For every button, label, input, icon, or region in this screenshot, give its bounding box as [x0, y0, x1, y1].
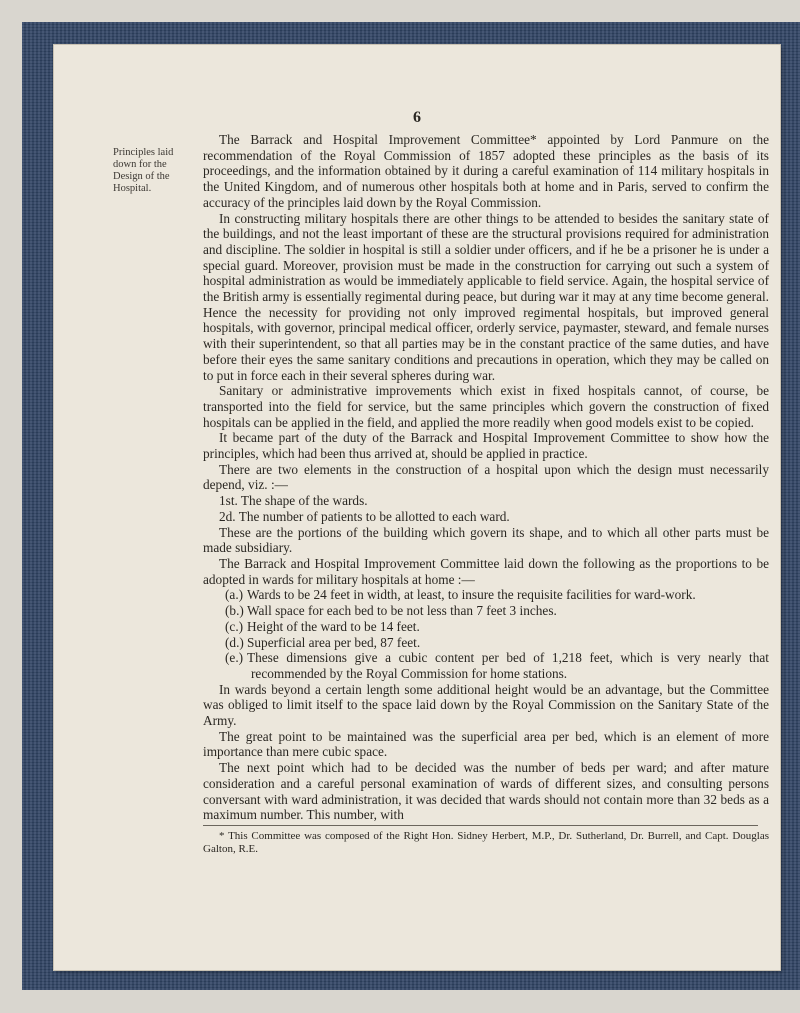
ward-proportion-item: [203, 587, 769, 603]
item-label: (a.): [225, 587, 244, 603]
item-label: (e.): [225, 650, 244, 666]
paragraph: The Barrack and Hospital Improvement Committee laid down the following as the proportions to be adopted in wards for military hospitals at home :—: [203, 555, 769, 587]
paragraph: There are two elements in the construction of a hospital upon which the design must necessarily depend, viz. :—: [203, 461, 769, 493]
footnote-divider: [203, 825, 758, 826]
paragraph: The Barrack and Hospital Improvement Committee* appointed by Lord Panmure on the recommendation of the Royal Commission of 1857 adopted these principles as the basis of its proceedings, and the information obtained by it during a careful examination of 114 military hospitals in the United Kingdom, and of numerous other hospitals both at home and in Paris, served to confirm the accuracy of the principles laid down by the Royal Commission.: [203, 132, 769, 210]
paragraph: In constructing military hospitals there are other things to be attended to besides the sanitary state of the buildings, and not the least important of these are the structural provisions required for administration and discipline. The soldier in hospital is still a soldier under officers, and if he be a prisoner he is under a special guard. Moreover, provision must be made in the construction for carrying out such a system of hospital administration as would be immediately applicable to field service. Again, the hospital service of the British army is essentially regimental during peace, but during war it may at any time become general. Hence the necessity for providing not only improved regimental hospitals, but improved general hospitals, with governor, principal medical officer, orderly service, paymaster, steward, and female nurses with their superintendent, so that all parties may be in the constant practice of the same duties, and have before their eyes the same sanitary conditions and precautions in operation, which they may be called on to put in force each in their several spheres during war.: [203, 210, 769, 383]
ward-proportions-list: [203, 587, 769, 681]
marginal-note-line: Design of the: [113, 171, 170, 182]
item-label: (b.): [225, 603, 244, 619]
marginal-note-line: Principles laid: [113, 147, 174, 158]
marginal-note: [113, 147, 209, 195]
paragraph: It became part of the duty of the Barrack and Hospital Improvement Committee to show how the principles, which had been thus arrived at, should be applied in practice.: [203, 430, 769, 462]
body-text: [203, 132, 769, 856]
paragraph: The next point which had to be decided was the number of beds per ward; and after mature consideration and a careful personal examination of wards of different sizes, and consulting persons conversant with ward administration, it was decided that wards should not contain more than 32 beds as a maximum number. This number, with: [203, 760, 769, 823]
footnote: * This Committee was composed of the Right Hon. Sidney Herbert, M.P., Dr. Sutherland, Dr. Burrell, and Capt. Douglas Galton, R.E.: [203, 829, 769, 855]
item-text: Wards to be 24 feet in width, at least, to insure the requisite facilities for ward-work.: [247, 587, 696, 603]
ward-proportion-item: [203, 619, 769, 635]
paragraph: Sanitary or administrative improvements which exist in fixed hospitals cannot, of course, be transported into the field for service, but the same principles which govern the construction of fixed hospitals can be applied in the field, and applied the more readily when good models exist to be copied.: [203, 383, 769, 430]
page-number: 6: [413, 109, 421, 126]
item-label: (c.): [225, 618, 244, 634]
marginal-note-line: Hospital.: [113, 183, 152, 194]
design-element-item: 1st. The shape of the wards.: [219, 493, 368, 509]
item-text: Wall space for each bed to be not less than 7 feet 3 inches.: [247, 603, 557, 619]
paragraph: These are the portions of the building which govern its shape, and to which all other parts must be made subsidiary.: [203, 524, 769, 556]
item-text: Height of the ward to be 14 feet.: [247, 618, 420, 634]
ward-proportion-item: [203, 635, 769, 651]
paragraph: In wards beyond a certain length some additional height would be an advantage, but the Committee was obliged to limit itself to the space laid down by the Royal Commission on the Sanitary State of the Army.: [203, 681, 769, 729]
item-text: These dimensions give a cubic content per bed of 1,218 feet, which is very nearly that recommended by the Royal Commission for home stations.: [247, 650, 769, 681]
book-page: [54, 45, 780, 970]
ward-proportion-item: [203, 603, 769, 619]
design-element-item: 2d. The number of patients to be allotted to each ward.: [219, 508, 510, 524]
marginal-note-line: down for the: [113, 159, 167, 170]
paragraph: The great point to be maintained was the superficial area per bed, which is an element of more importance than mere cubic space.: [203, 728, 769, 760]
item-label: (d.): [225, 634, 244, 650]
item-text: Superficial area per bed, 87 feet.: [247, 634, 421, 650]
ward-proportion-item: [203, 650, 769, 681]
